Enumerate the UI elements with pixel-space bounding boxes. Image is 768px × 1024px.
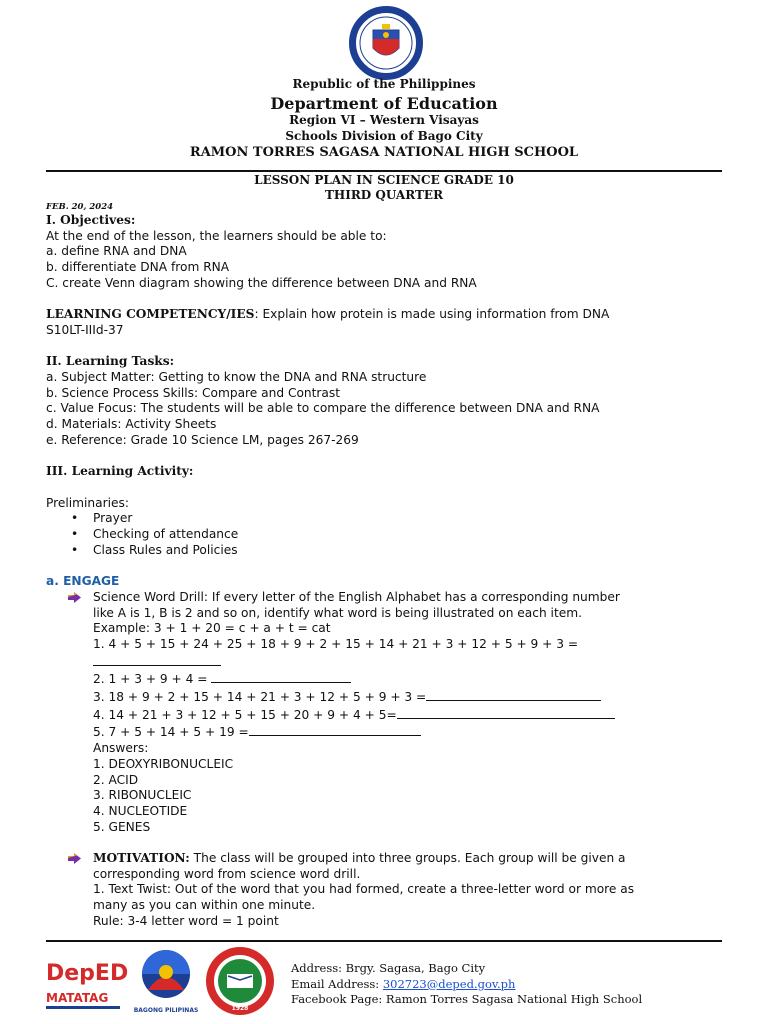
scoring-rule: Rule: 3-4 letter word = 1 point [93,913,279,928]
competency-line [46,307,722,323]
competency-text: : Explain how protein is made using information from DNA [254,307,610,322]
footer-divider [46,940,722,942]
answer-blank [249,723,421,736]
deped-seal-logo [349,6,423,80]
lesson-date: FEB. 20, 2024 [46,202,114,212]
header-divider [46,170,722,172]
drill-question-2: 2. 1 + 3 + 9 + 4 = [93,672,208,687]
competency-label: LEARNING COMPETENCY/IES [46,307,255,322]
text-twist-1: 1. Text Twist: Out of the word that you had formed, create a three-letter word or more as [93,882,635,897]
header-school: RAMON TORRES SAGASA NATIONAL HIGH SCHOOL [189,145,579,160]
answer-item: 3. RIBONUCLEIC [93,788,192,803]
answer-item: 2. ACID [93,772,139,787]
lesson-body [46,201,722,930]
drill-example: Example: 3 + 1 + 20 = c + a + t = cat [93,621,331,636]
footer-logos [44,944,284,1024]
matatag-text: MATATAG [46,991,109,1005]
email-link[interactable]: 302723@deped.gov.ph [382,976,516,991]
answer-blank [426,688,601,701]
motivation-text-2: corresponding word from science word drill. [93,866,361,881]
engage-heading: a. ENGAGE [46,574,120,589]
task-item: c. Value Focus: The students will be able to compare the difference between DNA and RNA [46,401,600,416]
deped-logo-text: DepED [46,961,129,986]
header-republic: Republic of the Philippines [292,77,476,91]
answer-blank [211,670,351,683]
task-item: b. Science Process Skills: Compare and Contrast [46,385,341,400]
task-item: e. Reference: Grade 10 Science LM, pages 267-269 [46,432,359,447]
objective-item: b. differentiate DNA from RNA [46,260,230,275]
deped-matatag-logo [46,961,128,1009]
task-item: a. Subject Matter: Getting to know the DNA and RNA structure [46,370,427,384]
header-division: Schools Division of Bago City [285,129,483,143]
drill-question-4: 4. 14 + 21 + 3 + 12 + 5 + 15 + 20 + 9 + 4 + 5= [93,707,397,722]
lesson-title: LESSON PLAN IN SCIENCE GRADE 10 [254,173,514,187]
drill-question-5: 5. 7 + 5 + 14 + 5 + 19 = [93,725,249,740]
answer-item: 1. DEOXYRIBONUCLEIC [93,756,234,771]
bagong-pilipinas-text: BAGONG PILIPINAS [133,1007,199,1014]
footer-email-line [291,977,642,993]
bagong-pilipinas-logo [134,950,199,1014]
objectives-heading: I. Objectives: [46,213,136,227]
preliminary-item: • Checking of attendance [46,527,722,543]
motivation-label: MOTIVATION: [93,851,190,866]
answer-item: 4. NUCLEOTIDE [93,803,188,818]
preliminaries-label: Preliminaries: [46,495,129,510]
word-drill [46,590,722,836]
answer-blank [93,653,221,666]
preliminary-item: • Prayer [46,511,722,527]
drill-question-3: 3. 18 + 9 + 2 + 15 + 14 + 21 + 3 + 12 + 5 + 9 + 3 = [93,690,427,705]
task-item: d. Materials: Activity Sheets [46,417,217,432]
header-region: Region VI – Western Visayas [289,113,479,127]
drill-question-1: 1. 4 + 5 + 15 + 24 + 25 + 18 + 9 + 2 + 15 + 14 + 21 + 3 + 12 + 5 + 9 + 3 = [93,636,579,651]
tasks-heading: II. Learning Tasks: [46,354,175,369]
objective-item: C. create Venn diagram showing the difference between DNA and RNA [46,275,477,290]
objective-item: a. define RNA and DNA [46,244,187,259]
motivation-text: The class will be grouped into three groups. Each group will be given a [189,851,626,866]
footer-contact [291,961,642,1008]
footer-email-label: Email Address: [291,976,383,991]
drill-instructions-2: like A is 1, B is 2 and so on, identify what word is being illustrated on each item. [93,605,582,620]
footer-facebook: Facebook Page: Ramon Torres Sagasa National High School [291,992,643,1006]
answers-label: Answers: [93,741,149,756]
school-year-text: 1928 [231,1005,249,1012]
school-seal-logo [206,947,274,1015]
answer-item: 5. GENES [93,819,151,834]
answer-blank [397,706,615,719]
activity-heading: III. Learning Activity: [46,464,194,479]
drill-instructions-1: Science Word Drill: If every letter of the English Alphabet has a corresponding number [93,589,620,604]
preliminary-item: • Class Rules and Policies [46,543,722,559]
text-twist-2: many as you can within one minute. [93,898,316,913]
footer-address: Address: Brgy. Sagasa, Bago City [291,961,486,975]
motivation [46,851,722,930]
objectives-intro: At the end of the lesson, the learners should be able to: [46,228,387,243]
header-department: Department of Education [270,94,498,113]
lesson-quarter: THIRD QUARTER [324,188,444,202]
arrow-bullet-icon [68,853,81,864]
competency-code: S10LT-IIId-37 [46,322,124,337]
arrow-bullet-icon [68,592,81,603]
